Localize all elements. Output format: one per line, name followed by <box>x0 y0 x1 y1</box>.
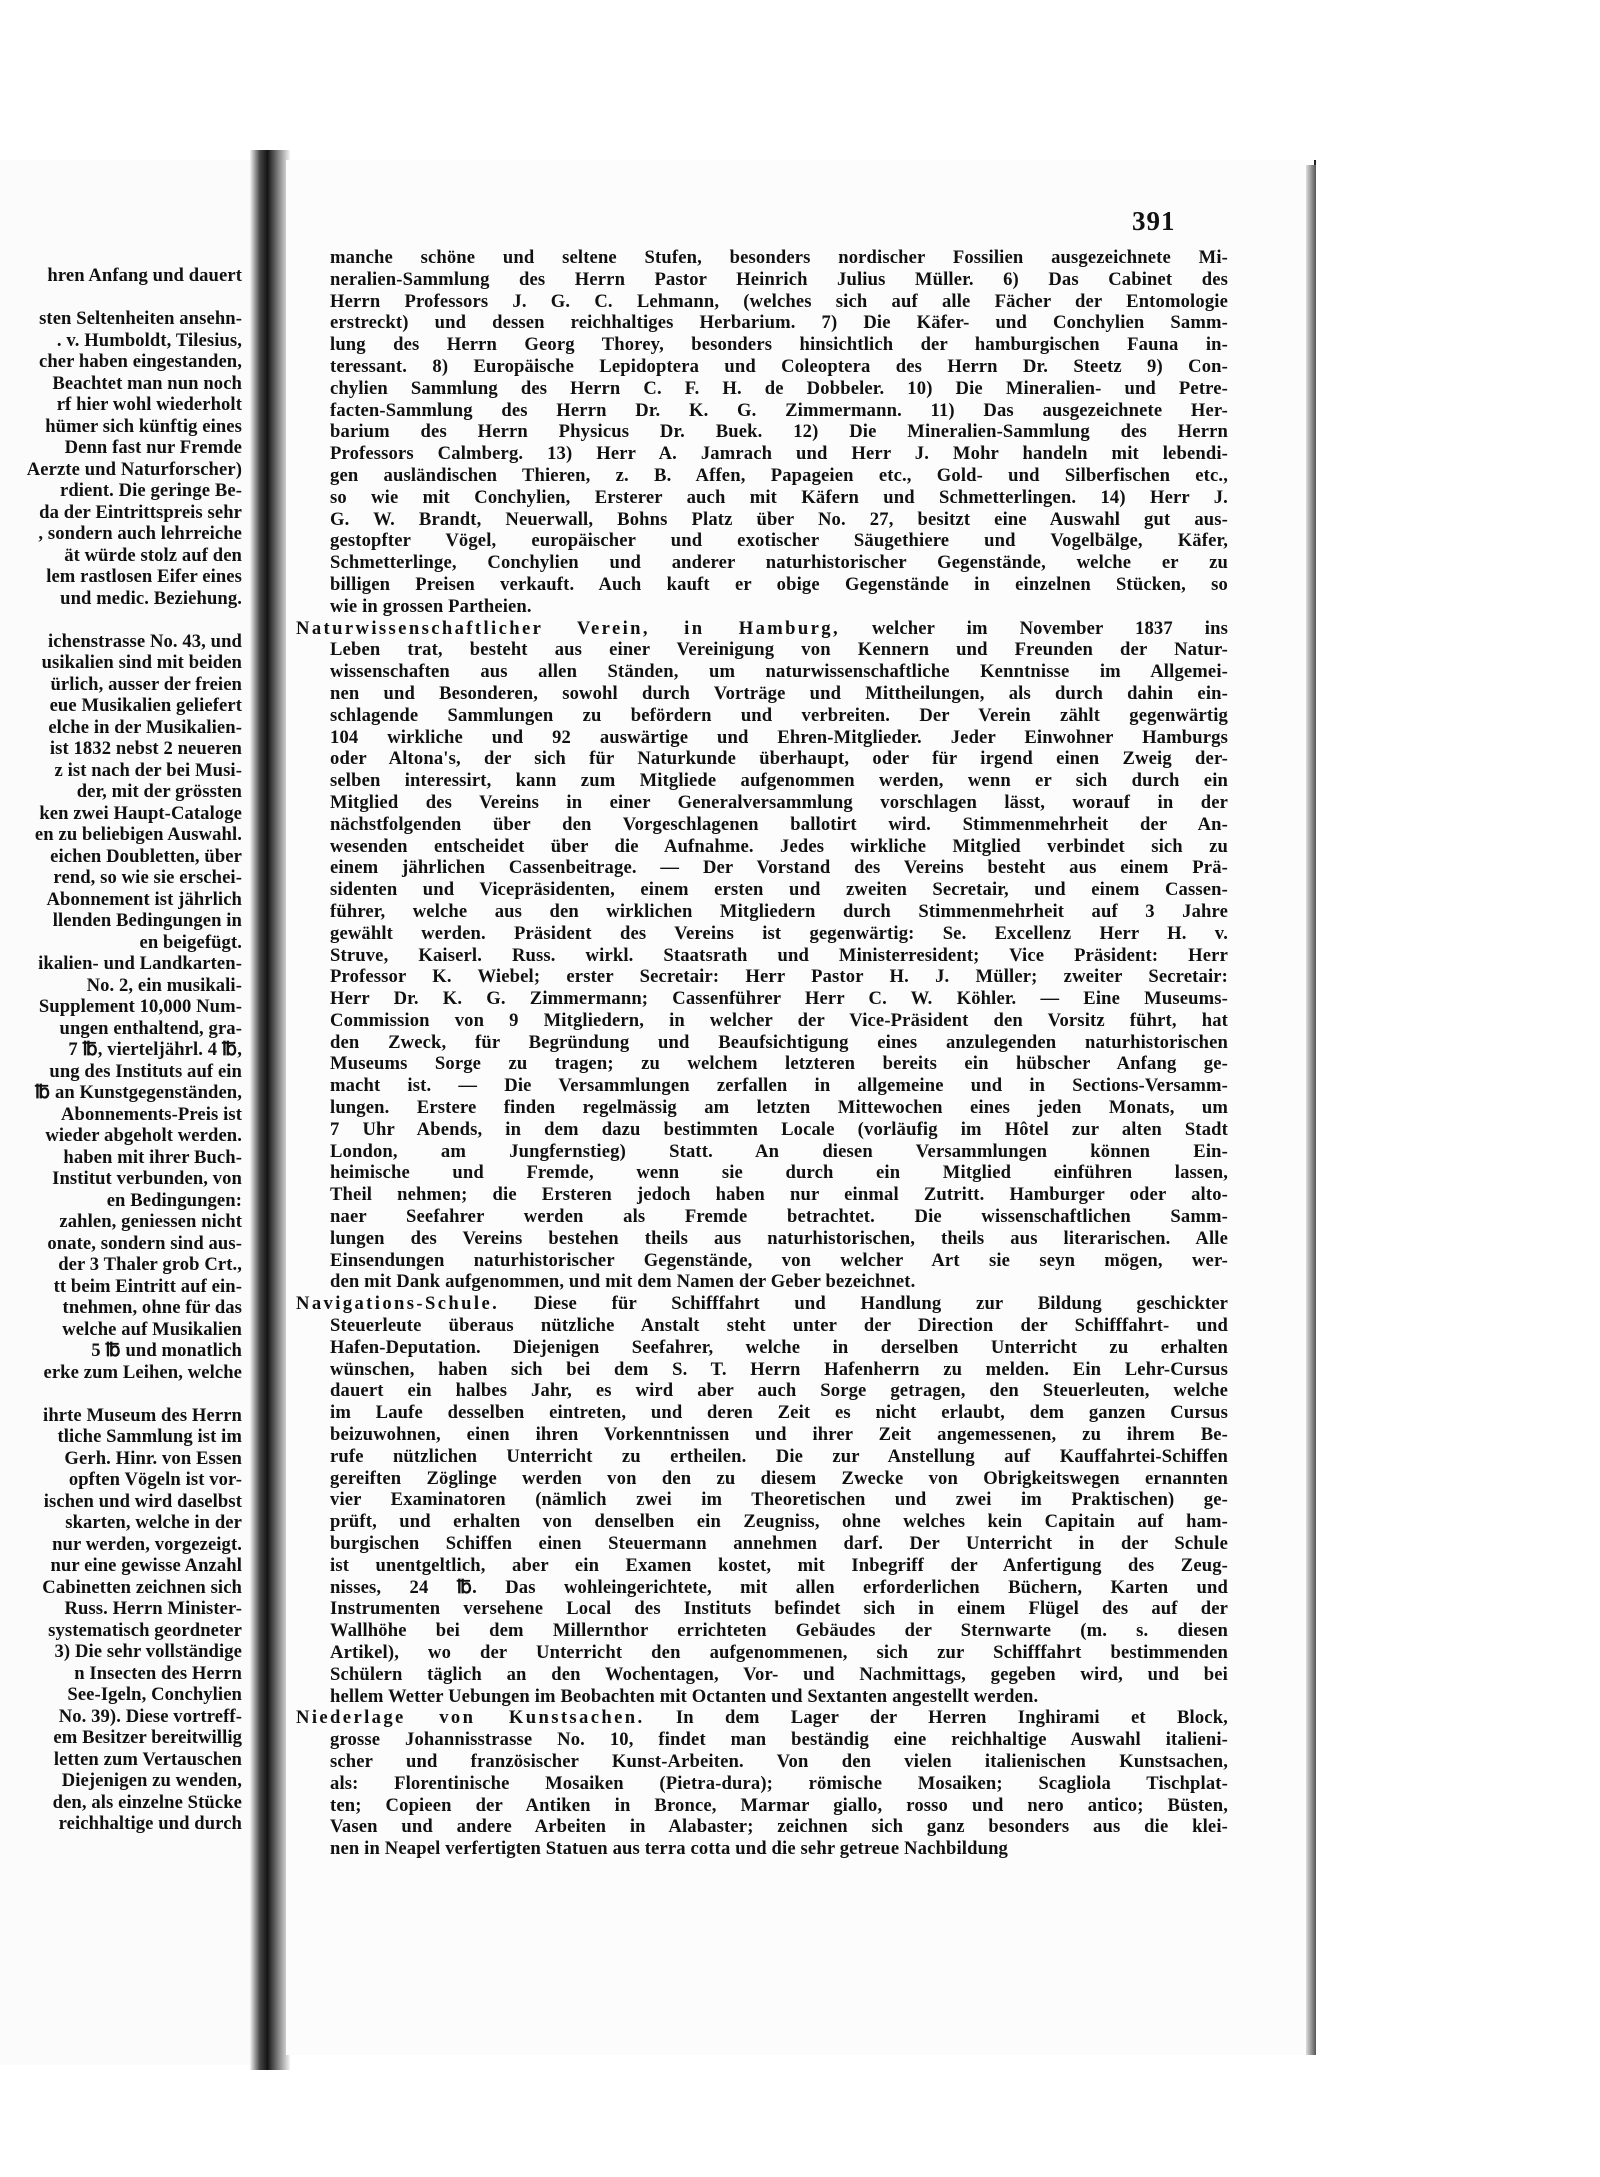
body-text-line <box>330 530 1228 552</box>
left-page-line: nur werden, vorgezeigt. <box>52 1533 242 1555</box>
left-page-line: skarten, welche in der <box>65 1512 242 1533</box>
entry-heading: Naturwissenschaftlicher Verein, in Hamburg, <box>296 617 841 639</box>
left-page-line: onate, sondern sind aus- <box>47 1232 242 1254</box>
line-text: Professors Calmberg. 13) Herr A. Jamrach und Herr J. Mohr handeln mit lebendi- <box>330 443 1228 465</box>
left-page-line: der, mit der grössten <box>76 781 242 802</box>
left-page-line: lem rastlosen Eifer eines <box>46 566 242 587</box>
line-text: London, am Jungfernstieg) Statt. An diesen Versammlungen können Ein- <box>330 1140 1228 1162</box>
left-page-line: erke zum Leihen, welche <box>43 1361 242 1383</box>
left-page-line: hren Anfang und dauert <box>47 265 242 286</box>
line-text: Commission von 9 Mitgliedern, in welcher der Vice-Präsident den Vorsitz führt, hat <box>330 1009 1228 1031</box>
line-text: lung des Herrn Georg Thorey, besonders hinsichtlich der hamburgischen Fauna in- <box>330 334 1228 356</box>
body-text-line <box>330 857 1228 879</box>
left-page-line: eichen Doubletten, über <box>50 845 242 867</box>
line-text: prüft, und erhalten von denselben ein Zeugniss, ohne welches kein Capitain auf ham- <box>330 1511 1228 1533</box>
body-text-line <box>330 1141 1228 1163</box>
body-text-line <box>330 727 1228 749</box>
left-page-line: sten Seltenheiten ansehn- <box>39 308 242 329</box>
line-text: nisses, 24 ℔. Das wohleingerichtete, mit allen erforderlichen Büchern, Karten und <box>330 1576 1228 1598</box>
line-text: welcher im November 1837 ins <box>840 617 1228 639</box>
body-text-line <box>330 705 1228 727</box>
left-page-line: llenden Bedingungen in <box>52 910 242 931</box>
line-text: Professor K. Wiebel; erster Secretair: Herr Pastor H. J. Müller; zweiter Secretair: <box>330 966 1228 988</box>
left-page-line: ichenstrasse No. 43, und <box>47 630 242 652</box>
line-text: Hafen-Deputation. Diejenigen Seefahrer, welche in derselben Unterricht zu erhalten <box>330 1336 1228 1358</box>
body-text-line <box>330 1838 1228 1860</box>
body-text-line <box>330 443 1228 465</box>
line-text: den mit Dank aufgenommen, und mit dem Namen der Geber bezeichnet. <box>330 1271 916 1293</box>
left-page-line: usikalien sind mit beiden <box>41 652 242 673</box>
line-text: rufe nützlichen Unterricht zu ertheilen. Die zur Anstellung auf Kauffahrtei-Schiffen <box>330 1445 1228 1467</box>
line-text: gestopfter Vögel, europäischer und exotischer Säugethiere und Vogelbälge, Käfer, <box>330 530 1228 552</box>
left-page-line: ischen und wird daselbst <box>43 1490 242 1512</box>
body-text-line <box>330 1206 1228 1228</box>
left-page-line: ung des Instituts auf ein <box>49 1060 242 1082</box>
left-page-line: . v. Humboldt, Tilesius, <box>56 329 242 351</box>
line-text: führer, welche aus den wirklichen Mitgliedern durch Stimmenmehrheit auf 3 Jahre <box>330 900 1228 922</box>
body-text-line <box>330 1446 1228 1468</box>
line-text: den Zweck, für Begründung und Beaufsichtigung eines anzulegenden naturhistorischen <box>330 1031 1228 1053</box>
line-text: gereiften Zöglinge werden von den zu diesem Zwecke von Obrigkeitswegen ernannten <box>330 1467 1228 1489</box>
left-page-line: reichhaltige und durch <box>58 1813 242 1834</box>
line-text: 7 Uhr Abends, in dem dazu bestimmten Locale (vorläufig im Hôtel zur alten Stadt <box>330 1118 1228 1140</box>
body-text-line <box>330 1620 1228 1642</box>
line-text: einem jährlichen Cassenbeitrage. — Der Vorstand des Vereins besteht aus einem Prä- <box>330 857 1228 879</box>
line-text: oder Altona's, der sich für Naturkunde überhaupt, oder für irgend einen Zweig der- <box>330 748 1228 770</box>
line-text: lungen. Erstere finden regelmässig am letzten Mittewochen eines jeden Monats, um <box>330 1097 1228 1119</box>
line-text: grosse Johannisstrasse No. 10, findet man beständig eine reichhaltige Auswahl italieni- <box>330 1729 1228 1751</box>
left-page-line: Diejenigen zu wenden, <box>61 1770 242 1791</box>
body-text-line <box>330 1402 1228 1424</box>
line-text: wie in grossen Partheien. <box>330 595 532 617</box>
body-text-line <box>330 291 1228 313</box>
left-page-line: ungen enthaltend, gra- <box>59 1017 242 1039</box>
line-text: schlagende Sammlungen zu befördern und verbreiten. Der Verein zählt gegenwärtig <box>330 704 1228 726</box>
body-text-line <box>330 334 1228 356</box>
page-number: 391 <box>1132 206 1176 236</box>
body-text-line <box>330 1664 1228 1686</box>
body-text-line <box>330 1053 1228 1075</box>
line-text: barium des Herrn Physicus Dr. Buek. 12) Die Mineralien-Sammlung des Herrn <box>330 421 1228 443</box>
line-text: so wie mit Conchylien, Ersterer auch mit Käfern und Schmetterlingen. 14) Herr J. <box>330 486 1228 508</box>
body-text-line <box>330 1032 1228 1054</box>
left-page-line: em Besitzer bereitwillig <box>53 1727 242 1748</box>
left-page-line: Denn fast nur Fremde <box>64 437 242 458</box>
line-text: neralien-Sammlung des Herrn Pastor Heinrich Julius Müller. 6) Das Cabinet des <box>330 268 1228 290</box>
left-page-line: Supplement 10,000 Num- <box>38 996 242 1017</box>
line-text: 104 wirkliche und 92 auswärtige und Ehren-Mitglieder. Jeder Einwohner Hamburgs <box>330 726 1228 748</box>
body-text-line <box>330 552 1228 574</box>
body-text-line <box>330 748 1228 770</box>
body-text-line <box>330 901 1228 923</box>
line-text: wesenden entscheidet über die Aufnahme. Jedes wirkliche Mitglied verbindet sich zu <box>330 835 1228 857</box>
line-text: chylien Sammlung des Herrn C. F. H. de Dobbeler. 10) Die Mineralien- und Petre- <box>330 377 1228 399</box>
body-text-line <box>330 596 1228 618</box>
line-text: teressant. 8) Europäische Lepidoptera und Coleoptera des Herrn Dr. Steetz 9) Con- <box>330 355 1228 377</box>
left-page-line: und medic. Beziehung. <box>60 587 242 609</box>
left-page-line: cher haben eingestanden, <box>39 351 242 372</box>
line-text: im Laufe desselben eintreten, und deren Zeit es nicht erlaubt, dem ganzen Cursus <box>330 1402 1228 1424</box>
line-text: Herr Dr. K. G. Zimmermann; Cassenführer Herr C. W. Köhler. — Eine Museums- <box>330 988 1228 1010</box>
body-text-line <box>330 879 1228 901</box>
body-text-line <box>330 836 1228 858</box>
left-page-line: Abonnement ist jährlich <box>46 888 242 910</box>
body-text-line <box>330 814 1228 836</box>
body-text-line <box>330 945 1228 967</box>
line-text: Struve, Kaiserl. Russ. wirkl. Staatsrath und Ministerresident; Vice Präsident: Herr <box>330 944 1228 966</box>
body-text-line <box>330 770 1228 792</box>
entry-heading: Navigations-Schule. <box>296 1293 500 1315</box>
body-text-line <box>330 1097 1228 1119</box>
body-text-line <box>330 1424 1228 1446</box>
body-text-line <box>330 1729 1228 1751</box>
body-text-line <box>330 1511 1228 1533</box>
body-text-line <box>330 465 1228 487</box>
line-text: Steuerleute überaus nützliche Anstalt steht unter der Direction der Schifffahrt- und <box>330 1315 1228 1337</box>
line-text: nen in Neapel verfertigten Statuen aus terra cotta und die sehr getreue Nachbildung <box>330 1838 1009 1860</box>
left-page-line <box>0 287 242 309</box>
line-text: hellem Wetter Uebungen im Beobachten mit Octanten und Sextanten angestellt werden. <box>330 1685 1039 1707</box>
line-text: G. W. Brandt, Neuerwall, Bohns Platz über No. 27, besitzt eine Auswahl gut aus- <box>330 508 1228 530</box>
line-text: wissenschaften aus allen Ständen, um naturwissenschaftliche Kenntnisse im Allgemei- <box>330 661 1228 683</box>
body-text-line <box>330 269 1228 291</box>
body-text-line <box>330 487 1228 509</box>
left-page-line: 3) Die sehr vollständige <box>54 1641 242 1662</box>
body-text-line <box>330 1075 1228 1097</box>
entry-heading-line <box>296 1707 1228 1729</box>
body-text-line <box>330 1555 1228 1577</box>
left-page-line: No. 39). Diese vortreff- <box>58 1705 242 1727</box>
body-text-line <box>330 1119 1228 1141</box>
left-page-line: den, als einzelne Stücke <box>52 1791 242 1813</box>
line-text: macht ist. — Die Versammlungen zerfallen in allgemeine und in Sections-Versamm- <box>330 1075 1228 1097</box>
body-text-line <box>330 247 1228 269</box>
left-page-line: z ist nach der bei Musi- <box>54 759 242 781</box>
body-text-line <box>330 792 1228 814</box>
book-gutter-left <box>250 150 268 2070</box>
left-page-line: Gerh. Hinr. von Essen <box>64 1447 242 1469</box>
line-text: Schülern täglich an den Wochentagen, Vor- und Nachmittags, gegeben wird, und bei <box>330 1663 1228 1685</box>
left-page-line: rf hier wohl wiederholt <box>56 394 242 415</box>
left-page-line: ikalien- und Landkarten- <box>38 953 242 974</box>
left-page-line: systematisch geordneter <box>48 1619 242 1641</box>
body-text-line <box>330 1533 1228 1555</box>
line-text: nen und Besonderen, sowohl durch Vorträge und Mittheilungen, als durch dahin ein- <box>330 682 1228 704</box>
left-page-line: Abonnements-Preis ist <box>61 1103 242 1125</box>
line-text: ten; Copieen der Antiken in Bronce, Marmar giallo, rosso und nero antico; Büsten, <box>330 1794 1228 1816</box>
left-page-line: opften Vögeln ist vor- <box>68 1469 242 1490</box>
line-text: burgischen Schiffen einen Steuermann annehmen darf. Der Unterricht in der Schule <box>330 1533 1228 1555</box>
page-edge-shadow <box>1306 165 1316 2055</box>
body-text-line <box>330 1686 1228 1708</box>
body-text-line <box>330 1468 1228 1490</box>
left-page-line: No. 2, ein musikali- <box>86 974 242 996</box>
line-text: Wallhöhe bei dem Millernthor errichteten Gebäudes der Sternwarte (m. s. diesen <box>330 1620 1228 1642</box>
body-text-line <box>330 1816 1228 1838</box>
body-text-line <box>330 400 1228 422</box>
line-text: Leben trat, besteht aus einer Vereinigung von Kennern und Freunden der Natur- <box>330 639 1228 661</box>
left-page-line: Institut verbunden, von <box>52 1168 242 1189</box>
line-text: sidenten und Vicepräsidenten, einem ersten und zweiten Secretair, und einem Cassen- <box>330 879 1228 901</box>
left-page-line: elche in der Musikalien- <box>48 716 242 738</box>
line-text: erstreckt) und dessen reichhaltiges Herbarium. 7) Die Käfer- und Conchylien Samm- <box>330 312 1228 334</box>
body-text-line <box>330 1315 1228 1337</box>
left-page-line <box>0 609 242 631</box>
left-page-line: rend, so wie sie erschei- <box>53 867 242 888</box>
body-text-line <box>330 1271 1228 1293</box>
left-page-text-column <box>0 265 242 1835</box>
body-text-line <box>330 1773 1228 1795</box>
left-page-line: letten zum Vertauschen <box>53 1748 242 1770</box>
line-text: wünschen, haben sich bei dem S. T. Herrn Hafenherrn zu melden. Ein Lehr-Cursus <box>330 1358 1228 1380</box>
body-text-line <box>330 1577 1228 1599</box>
line-text: selben interessirt, kann zum Mitgliede aufgenommen werden, wenn er sich durch ein <box>330 770 1228 792</box>
left-page-line: , sondern auch lehrreiche <box>38 523 242 544</box>
left-page-line: Russ. Herrn Minister- <box>64 1598 242 1619</box>
body-text-line <box>330 509 1228 531</box>
left-page-line: ℔ an Kunstgegenständen, <box>34 1082 242 1103</box>
left-page-line: ät würde stolz auf den <box>64 544 242 566</box>
line-text: facten-Sammlung des Herrn Dr. K. G. Zimmermann. 11) Das ausgezeichnete Her- <box>330 399 1228 421</box>
body-text-line <box>330 378 1228 400</box>
line-text: In dem Lager der Herren Inghirami et Block, <box>644 1707 1228 1729</box>
right-page-text-column <box>296 247 1228 1860</box>
left-page-line: tnehmen, ohne für das <box>62 1297 242 1318</box>
line-text: scher und französischer Kunst-Arbeiten. Von den vielen italienischen Kunstsachen, <box>330 1750 1228 1772</box>
line-text: Einsendungen naturhistorischer Gegenstände, von welcher Art sie seyn mögen, wer- <box>330 1249 1228 1271</box>
left-page-line: ist 1832 nebst 2 neueren <box>49 738 242 759</box>
line-text: Herrn Professors J. G. C. Lehmann, (welches sich auf alle Fächer der Entomologie <box>330 290 1228 312</box>
line-text: Museums Sorge zu tragen; zu welchem letzteren bereits ein hübscher Anfang ge- <box>330 1053 1228 1075</box>
line-text: Schmetterlinge, Conchylien und anderer naturhistorischer Gegenstände, welche er zu <box>330 552 1228 574</box>
line-text: billigen Preisen verkauft. Auch kauft er obige Gegenstände in einzelnen Stücken, so <box>330 573 1228 595</box>
entry-heading-line <box>296 618 1228 640</box>
left-page-line: ihrte Museum des Herrn <box>43 1404 242 1426</box>
body-text-line <box>330 1380 1228 1402</box>
line-text: naer Seefahrer werden als Fremde betrachtet. Die wissenschaftlichen Samm- <box>330 1206 1228 1228</box>
line-text: ist unentgeltlich, aber ein Examen kostet, mit Inbegriff der Anfertigung des Zeug- <box>330 1554 1228 1576</box>
left-page-line: eue Musikalien geliefert <box>49 695 242 716</box>
body-text-line <box>330 1642 1228 1664</box>
left-page-line: der 3 Thaler grob Crt., <box>58 1254 242 1275</box>
body-text-line <box>330 1598 1228 1620</box>
body-text-line <box>330 1337 1228 1359</box>
left-page-line: Beachtet man nun noch <box>52 372 242 394</box>
body-text-line <box>330 1795 1228 1817</box>
line-text: Artikel), wo der Unterricht den aufgenommenen, sich zur Schifffahrt bestimmenden <box>330 1642 1228 1663</box>
body-text-line <box>330 1250 1228 1272</box>
body-text-line <box>330 356 1228 378</box>
body-text-line <box>330 574 1228 596</box>
body-text-line <box>330 1162 1228 1184</box>
left-page-line: tt beim Eintritt auf ein- <box>53 1275 242 1297</box>
line-text: Theil nehmen; die Ersteren jedoch haben nur einmal Zutritt. Hamburger oder alto- <box>330 1184 1228 1206</box>
body-text-line <box>330 923 1228 945</box>
body-text-line <box>330 966 1228 988</box>
left-page-line: da der Eintrittspreis sehr <box>39 501 242 523</box>
left-page-line: wieder abgeholt werden. <box>45 1125 242 1146</box>
body-text-line <box>330 1184 1228 1206</box>
left-page-line: See-Igeln, Conchylien <box>67 1684 242 1705</box>
body-text-line <box>330 1359 1228 1381</box>
line-text: heimische und Fremde, wenn sie durch ein Mitglied einführen lassen, <box>330 1162 1228 1184</box>
left-page <box>0 160 262 2065</box>
left-page-line: 7 ℔, vierteljährl. 4 ℔, <box>68 1039 242 1060</box>
left-page-line: ürlich, ausser der freien <box>50 673 242 695</box>
body-text-line <box>330 661 1228 683</box>
left-page-line: Aerzte und Naturforscher) <box>26 458 242 480</box>
left-page-line: en zu beliebigen Auswahl. <box>34 824 242 845</box>
body-text-line <box>330 639 1228 661</box>
left-page-line <box>0 1383 242 1405</box>
left-page-line: nur eine gewisse Anzahl <box>50 1555 242 1576</box>
body-text-line <box>330 1751 1228 1773</box>
left-page-line: hümer sich künftig eines <box>45 415 242 437</box>
left-page-line: en Bedingungen: <box>106 1189 242 1211</box>
line-text: Mitglied des Vereins in einer Generalversammlung vorschlagen lässt, worauf in der <box>330 791 1228 813</box>
line-text: Vasen und andere Arbeiten in Alabaster; zeichnen sich ganz besonders aus die klei- <box>330 1816 1228 1838</box>
body-text-line <box>330 1228 1228 1250</box>
left-page-line: n Insecten des Herrn <box>74 1662 242 1684</box>
body-text-line <box>330 683 1228 705</box>
left-page-line: welche auf Musikalien <box>62 1318 242 1340</box>
line-text: manche schöne und seltene Stufen, besonders nordischer Fossilien ausgezeichnete Mi- <box>330 247 1228 268</box>
left-page-line: ken zwei Haupt-Cataloge <box>39 802 242 824</box>
line-text: Diese für Schifffahrt und Handlung zur Bildung geschickter <box>499 1293 1228 1315</box>
left-page-line: 5 ℔ und monatlich <box>91 1340 242 1361</box>
entry-heading: Niederlage von Kunstsachen. <box>296 1707 645 1729</box>
body-text-line <box>330 421 1228 443</box>
line-text: lungen des Vereins bestehen theils aus naturhistorischen, theils aus literarischen. Alle <box>330 1227 1228 1249</box>
line-text: dauert ein halbes Jahr, es wird aber auch Sorge getragen, den Steuerleuten, welche <box>330 1380 1228 1402</box>
entry-heading-line <box>296 1293 1228 1315</box>
line-text: Instrumenten versehene Local des Instituts befindet sich in einem Flügel des auf der <box>330 1598 1228 1620</box>
left-page-line: haben mit ihrer Buch- <box>63 1146 242 1168</box>
line-text: beizuwohnen, einen ihren Vorkenntnissen und ihrer Zeit angemessenen, zu ihrem Be- <box>330 1424 1228 1446</box>
body-text-line <box>330 312 1228 334</box>
line-text: vier Examinatoren (nämlich zwei im Theoretischen und zwei im Praktischen) ge- <box>330 1489 1228 1511</box>
left-page-line: Cabinetten zeichnen sich <box>42 1576 242 1598</box>
body-text-line <box>330 988 1228 1010</box>
left-page-line: rdient. Die geringe Be- <box>60 480 242 501</box>
left-page-line: en beigefügt. <box>139 931 242 953</box>
line-text: als: Florentinische Mosaiken (Pietra-dura); römische Mosaiken; Scagliola Tischplat- <box>330 1772 1228 1794</box>
left-page-line: zahlen, geniessen nicht <box>59 1211 242 1232</box>
line-text: gewählt werden. Präsident des Vereins ist gegenwärtig: Se. Excellenz Herr H. v. <box>330 922 1228 944</box>
left-page-line: tliche Sammlung ist im <box>57 1426 242 1447</box>
body-text-line <box>330 1489 1228 1511</box>
line-text: nächstfolgenden über den Vorgeschlagenen ballotirt wird. Stimmenmehrheit der An- <box>330 813 1228 835</box>
body-text-line <box>330 1010 1228 1032</box>
line-text: gen ausländischen Thieren, z. B. Affen, Papageien etc., Gold- und Silberfischen etc., <box>330 464 1228 486</box>
